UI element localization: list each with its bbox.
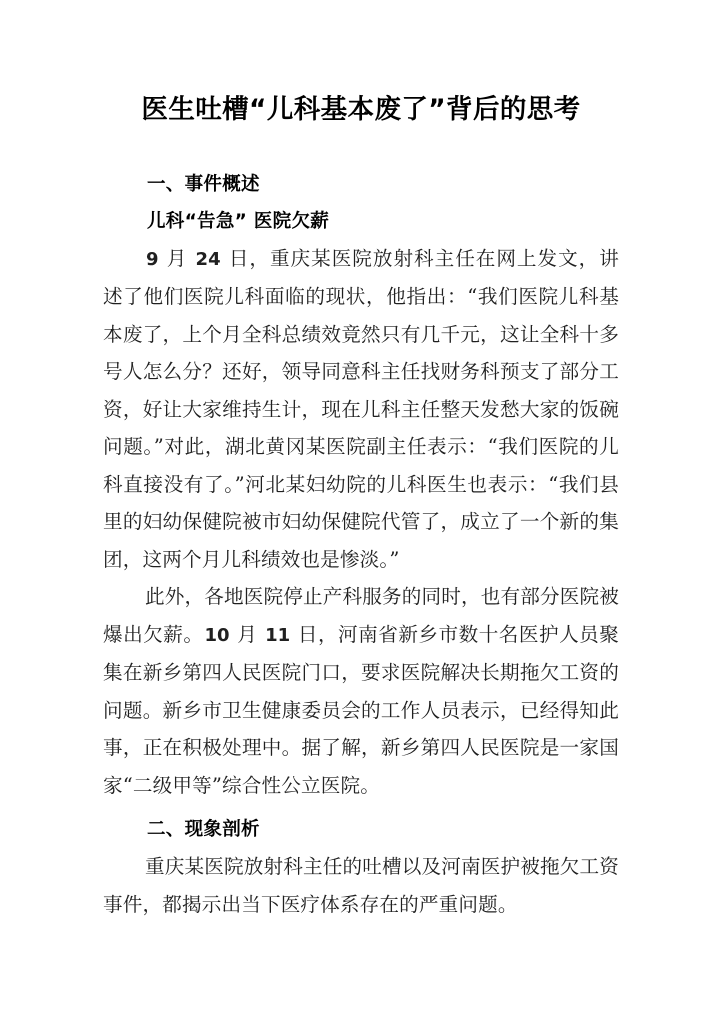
paragraph: 此外，各地医院停止产科服务的同时，也有部分医院被爆出欠薪。10 月 11 日，河南省新乡市数十名医护人员聚集在新乡第四人民医院门口，要求医院解决长期拖欠工资的问题。新乡市卫生健康委员会的工作人员表示，已经得知此事，正在积极处理中。据了解，新乡第四人民医院是一家国家“二级甲等”综合性公立医院。 bbox=[103, 585, 619, 797]
inline-number: 24 bbox=[195, 248, 221, 270]
inline-number: 10 bbox=[204, 624, 230, 646]
section-spacer bbox=[103, 804, 619, 811]
inline-number: 11 bbox=[265, 624, 291, 646]
paragraph: 重庆某医院放射科主任的吐槽以及河南医护被拖欠工资事件，都揭示出当下医疗体系存在的严重问题。 bbox=[103, 855, 619, 916]
title-spacer bbox=[103, 124, 619, 166]
paragraph: 9 月 24 日，重庆某医院放射科主任在网上发文，讲述了他们医院儿科面临的现状，他指出：“我们医院儿科基本废了，上个月全科总绩效竟然只有几千元，这让全科十多号人怎么分？还好，领导同意科主任找财务科预支了部分工资，好让大家维持生计，现在儿科主任整天发愁大家的饭碗问题。”对此，湖北黄冈某医院副主任表示：“我们医院的儿科直接没有了。”河北某妇幼院的儿科医生也表示：“我们县里的妇幼保健院被市妇幼保健院代管了，成立了一个新的集团，这两个月儿科绩效也是惨淡。” bbox=[103, 246, 619, 571]
section-heading-1: 一、事件概述 bbox=[147, 173, 260, 195]
inline-number: 9 bbox=[146, 248, 159, 270]
page-title: 医生吐槽“儿科基本废了”背后的思考 bbox=[141, 94, 581, 125]
section-heading-2: 二、现象剖析 bbox=[147, 819, 260, 840]
section-subheading-1: 儿科“告急” 医院欠薪 bbox=[147, 210, 330, 232]
document-content bbox=[103, 0, 619, 923]
